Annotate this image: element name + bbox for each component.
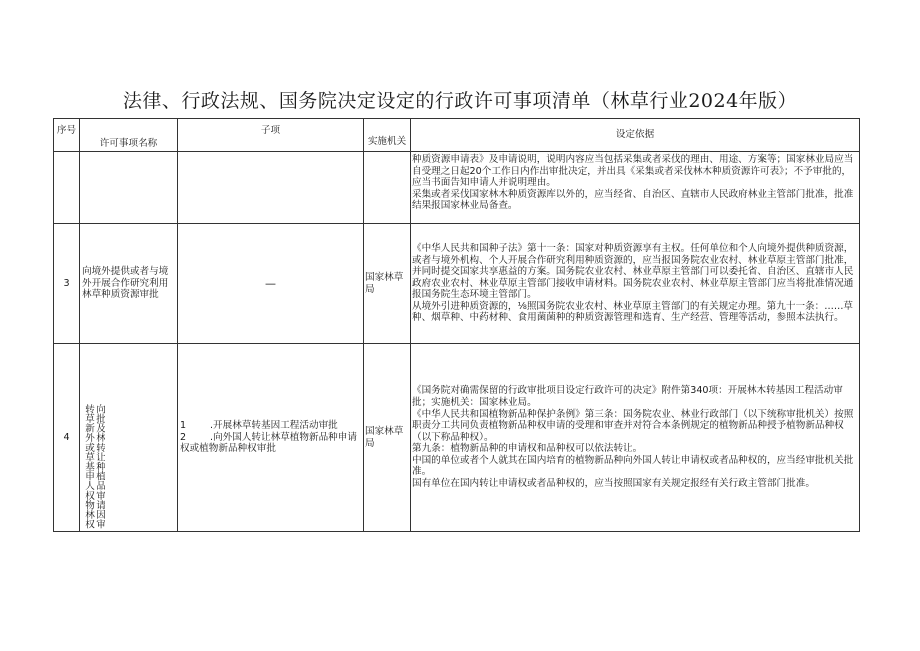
- header-basis: 设定依据: [411, 119, 860, 152]
- row-org: [364, 152, 411, 224]
- basis-paragraph: 种质资源申请表》及申请说明，说明内容应当包括采集或者采伐的理由、用途、方案等；国家林业局应当自受理之日起20个工作日内作出审批决定，并出具《采集或者采伐林木种质资源许可表》；不予审批的，应当书面告知申请人并说明理由。: [412, 154, 854, 189]
- row-seq: [54, 152, 80, 224]
- basis-paragraph: 中国的单位或者个人就其在国内培育的植物新品种向外国人转让申请权或者品种权的，应当经审批机关批准。: [412, 454, 854, 478]
- row-sub: [178, 344, 364, 532]
- header-org: 实施机关: [364, 119, 411, 152]
- basis-paragraph: 第九条：植物新品种的申请权和品种权可以依法转让。: [412, 443, 643, 455]
- row-org: 国家林草局: [364, 224, 411, 344]
- table-row: [54, 344, 860, 532]
- sub-item: 2 .向外国人转让林草植物新品种申请权或植物新品种权审批: [180, 431, 357, 455]
- basis-paragraph: 《国务院对确需保留的行政审批项目设定行政许可的决定》附件第340项：开展林木转基因工程活动审批；实施机关：国家林业局。: [412, 385, 843, 408]
- row-seq: 4: [54, 344, 80, 532]
- row-basis: [411, 224, 860, 344]
- table-header-row: [54, 119, 860, 152]
- permit-table: [53, 118, 860, 532]
- row-name: 向境外提供或者与境外开展合作研究利用林草种质资源审批: [80, 224, 178, 344]
- table-row: [54, 152, 860, 224]
- basis-paragraph: 采集或者采伐国家林木种质资源库以外的，应当经省、自治区、直辖市人民政府林业主管部门批准，批准结果报国家林业局备查。: [412, 188, 854, 212]
- row-name: [80, 344, 178, 532]
- row-seq: 3: [54, 224, 80, 344]
- header-seq: 序号: [54, 119, 80, 152]
- row-name-text: 向批及林转让种植品审请因审转草新外或草基申人权物林权: [83, 404, 105, 529]
- basis-paragraph: 从境外引进种质资源的，⅛照国务院农业农村、林业草原主管部门的有关规定办理。第九十一条：……草种、烟草种、中药材种、食用菌菌种的种质资源管理和选育、生产经营、管理等活动，参照本法执行。: [412, 300, 854, 324]
- row-basis: [411, 152, 860, 224]
- row-basis: [411, 344, 860, 532]
- table-row: [54, 224, 860, 344]
- page-title: 法律、行政法规、国务院决定设定的行政许可事项清单（林草行业2024年版）: [122, 90, 798, 112]
- header-sub: 子项: [178, 119, 364, 152]
- row-sub: [178, 152, 364, 224]
- basis-paragraph: 国有单位在国内转让申请权或者品种权的，应当按照国家有关规定报经有关行政主管部门批准。: [412, 478, 815, 490]
- basis-paragraph: 《中华人民共和国植物新品种保护条例》第三条：国务院农业、林业行政部门（以下统称审批机关）按照职责分工共同负责植物新品种权申请的受理和审查并对符合本条例规定的植物新品种授予植物新品种权（以下称品种权）。: [412, 408, 854, 443]
- row-name: [80, 152, 178, 224]
- row-org: 国家林草局: [364, 344, 411, 532]
- sub-item: 1 .开展林草转基因工程活动审批: [180, 420, 338, 432]
- basis-paragraph: 《中华人民共和国种子法》第十一条：国家对种质资源享有主权。任何单位和个人向境外提供种质资源，或者与境外机构、个人开展合作研究利用种质资源的，应当报国务院农业农村、林业草原主管部门批准，并同时提交国家共享惠益的方案。国务院农业农村、林业草原主管部门可以委托省、自治区、直辖市人民政府农业农村、林业草原主管部门接收申请材料。国务院农业农村、林业草原主管部门应当将批准情况通报国务院生态环境主管部门。: [412, 242, 854, 301]
- row-sub: —: [178, 224, 364, 344]
- header-name: 许可事项名称: [80, 119, 178, 152]
